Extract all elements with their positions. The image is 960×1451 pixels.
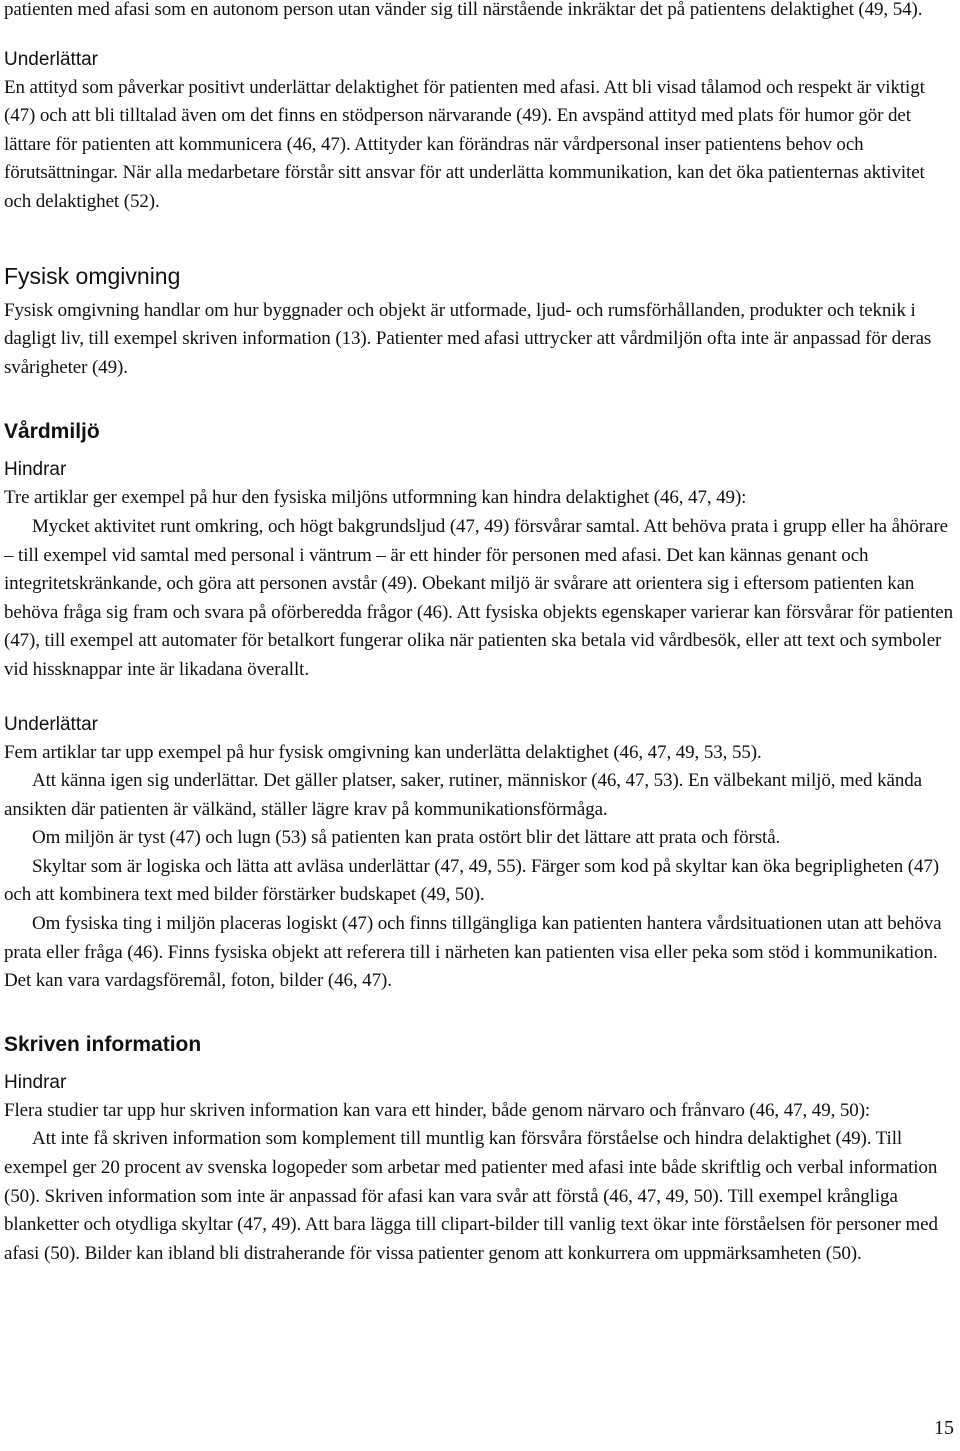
skriven-information-hindrar-lead: Flera studier tar upp hur skriven information kan vara ett hinder, både genom närvaro och frånvaro (46, 47, 49, 50): [4,1099,871,1121]
intro-paragraph: patienten med afasi som en autonom person utan vänder sig till närstående inkräktar det på patientens delaktighet (49, 54). [4,0,923,20]
vardmiljo-underlattar-p1: Att känna igen sig underlättar. Det gäller platser, saker, rutiner, människor (46, 47, 53). En välbekant miljö, med kända ansikten där patienten är välkänd, ställer lägre krav på kommunikationsförmåga. [4,770,922,820]
skriven-information-hindrar-heading: Hindrar [4,1071,67,1093]
page-number: 15 [934,1417,954,1439]
fysisk-omgivning-heading: Fysisk omgivning [4,262,181,289]
vardmiljo-underlattar-p4: Om fysiska ting i miljön placeras logiskt (47) och finns tillgängliga kan patienten hantera vårdsituationen utan att behöva prata eller fråga (46). Finns fysiska objekt att referera till i närheten kan patienten visa eller peka som stöd i kommunikation. Det kan vara vardagsföremål, foton, bilder (46, 47). [4,913,942,992]
vardmiljo-underlattar-lead: Fem artiklar tar upp exempel på hur fysisk omgivning kan underlätta delaktighet (46, 47, 49, 53, 55). [4,741,762,763]
vardmiljo-underlattar-p3: Skyltar som är logiska och lätta att avläsa underlättar (47, 49, 55). Färger som kod på skyltar kan öka begripligheten (47) och att kombinera text med bilder förstärker budskapet (49, 50). [4,855,940,906]
fysisk-omgivning-paragraph: Fysisk omgivning handlar om hur byggnader och objekt är utformade, ljud- och rumsförhållanden, produkter och teknik i dagligt liv, till exempel skriven information (13). Patienter med afasi uttrycker att vårdmiljön ofta inte är anpassad för deras svårigheter (49). [4,299,932,378]
attityd-underlattar-heading: Underlättar [4,48,98,70]
vardmiljo-underlattar-heading: Underlättar [4,713,98,735]
attityd-underlattar-paragraph: En attityd som påverkar positivt underlättar delaktighet för patienten med afasi. Att bli visad tålamod och respekt är viktigt (47) och att bli tilltalad även om det finns en stödperson närvarande (49). En avspänd attityd med plats för humor gör det lättare för patienten att kommunicera (46, 47). Attityder kan förändras när vårdpersonal inser patientens behov och förutsättningar. När alla medarbetare förstår sitt ansvar för att underlätta kommunikation, kan det öka patienternas aktivitet och delaktighet (52). [4,76,925,212]
document-page [4,0,954,1268]
vardmiljo-hindrar-lead: Tre artiklar ger exempel på hur den fysiska miljöns utformning kan hindra delaktighet (46, 47, 49): [4,487,747,509]
vardmiljo-hindrar-heading: Hindrar [4,459,67,481]
vardmiljo-hindrar-paragraph: Mycket aktivitet runt omkring, och högt bakgrundsljud (47, 49) försvårar samtal. Att behöva prata i grupp eller ha åhörare – till exempel vid samtal med personal i väntrum – är ett hinder för personen med afasi. Det kan kännas genant och integritetskränkande, och göra att personen avstår (49). Obekant miljö är svårare att orientera sig i eftersom patienten kan behöva fråga sig fram och svara på oförberedda frågor (46). Att fysiska objekts egenskaper varierar kan försvårar för patienten (47), till exempel att automater för betalkort fungerar olika när patienten ska betala vid vårdbesök, eller att text och symboler vid hissknappar inte är likadana överallt. [4,515,954,680]
vardmiljo-heading: Vårdmiljö [4,420,100,444]
skriven-information-hindrar-paragraph: Att inte få skriven information som komplement till muntlig kan försvåra förståelse och hindra delaktighet (49). Till exempel ger 20 procent av svenska logopeder som arbetar med patienter med afasi inte både skriftlig och verbal information (50). Skriven information som inte är anpassad för afasi kan vara svår att förstå (46, 47, 49, 50). Till exempel krångliga blanketter och otydliga skyltar (47, 49). Att bara lägga till clipart-bilder till vanlig text ökar inte förståelsen för personer med afasi (50). Bilder kan ibland bli distraherande för vissa patienter genom att konkurrera om uppmärksamheten (50). [4,1128,938,1264]
skriven-information-heading: Skriven information [4,1032,202,1056]
vardmiljo-underlattar-p2: Om miljön är tyst (47) och lugn (53) så patienten kan prata ostört blir det lättare att prata och förstå. [32,827,781,849]
